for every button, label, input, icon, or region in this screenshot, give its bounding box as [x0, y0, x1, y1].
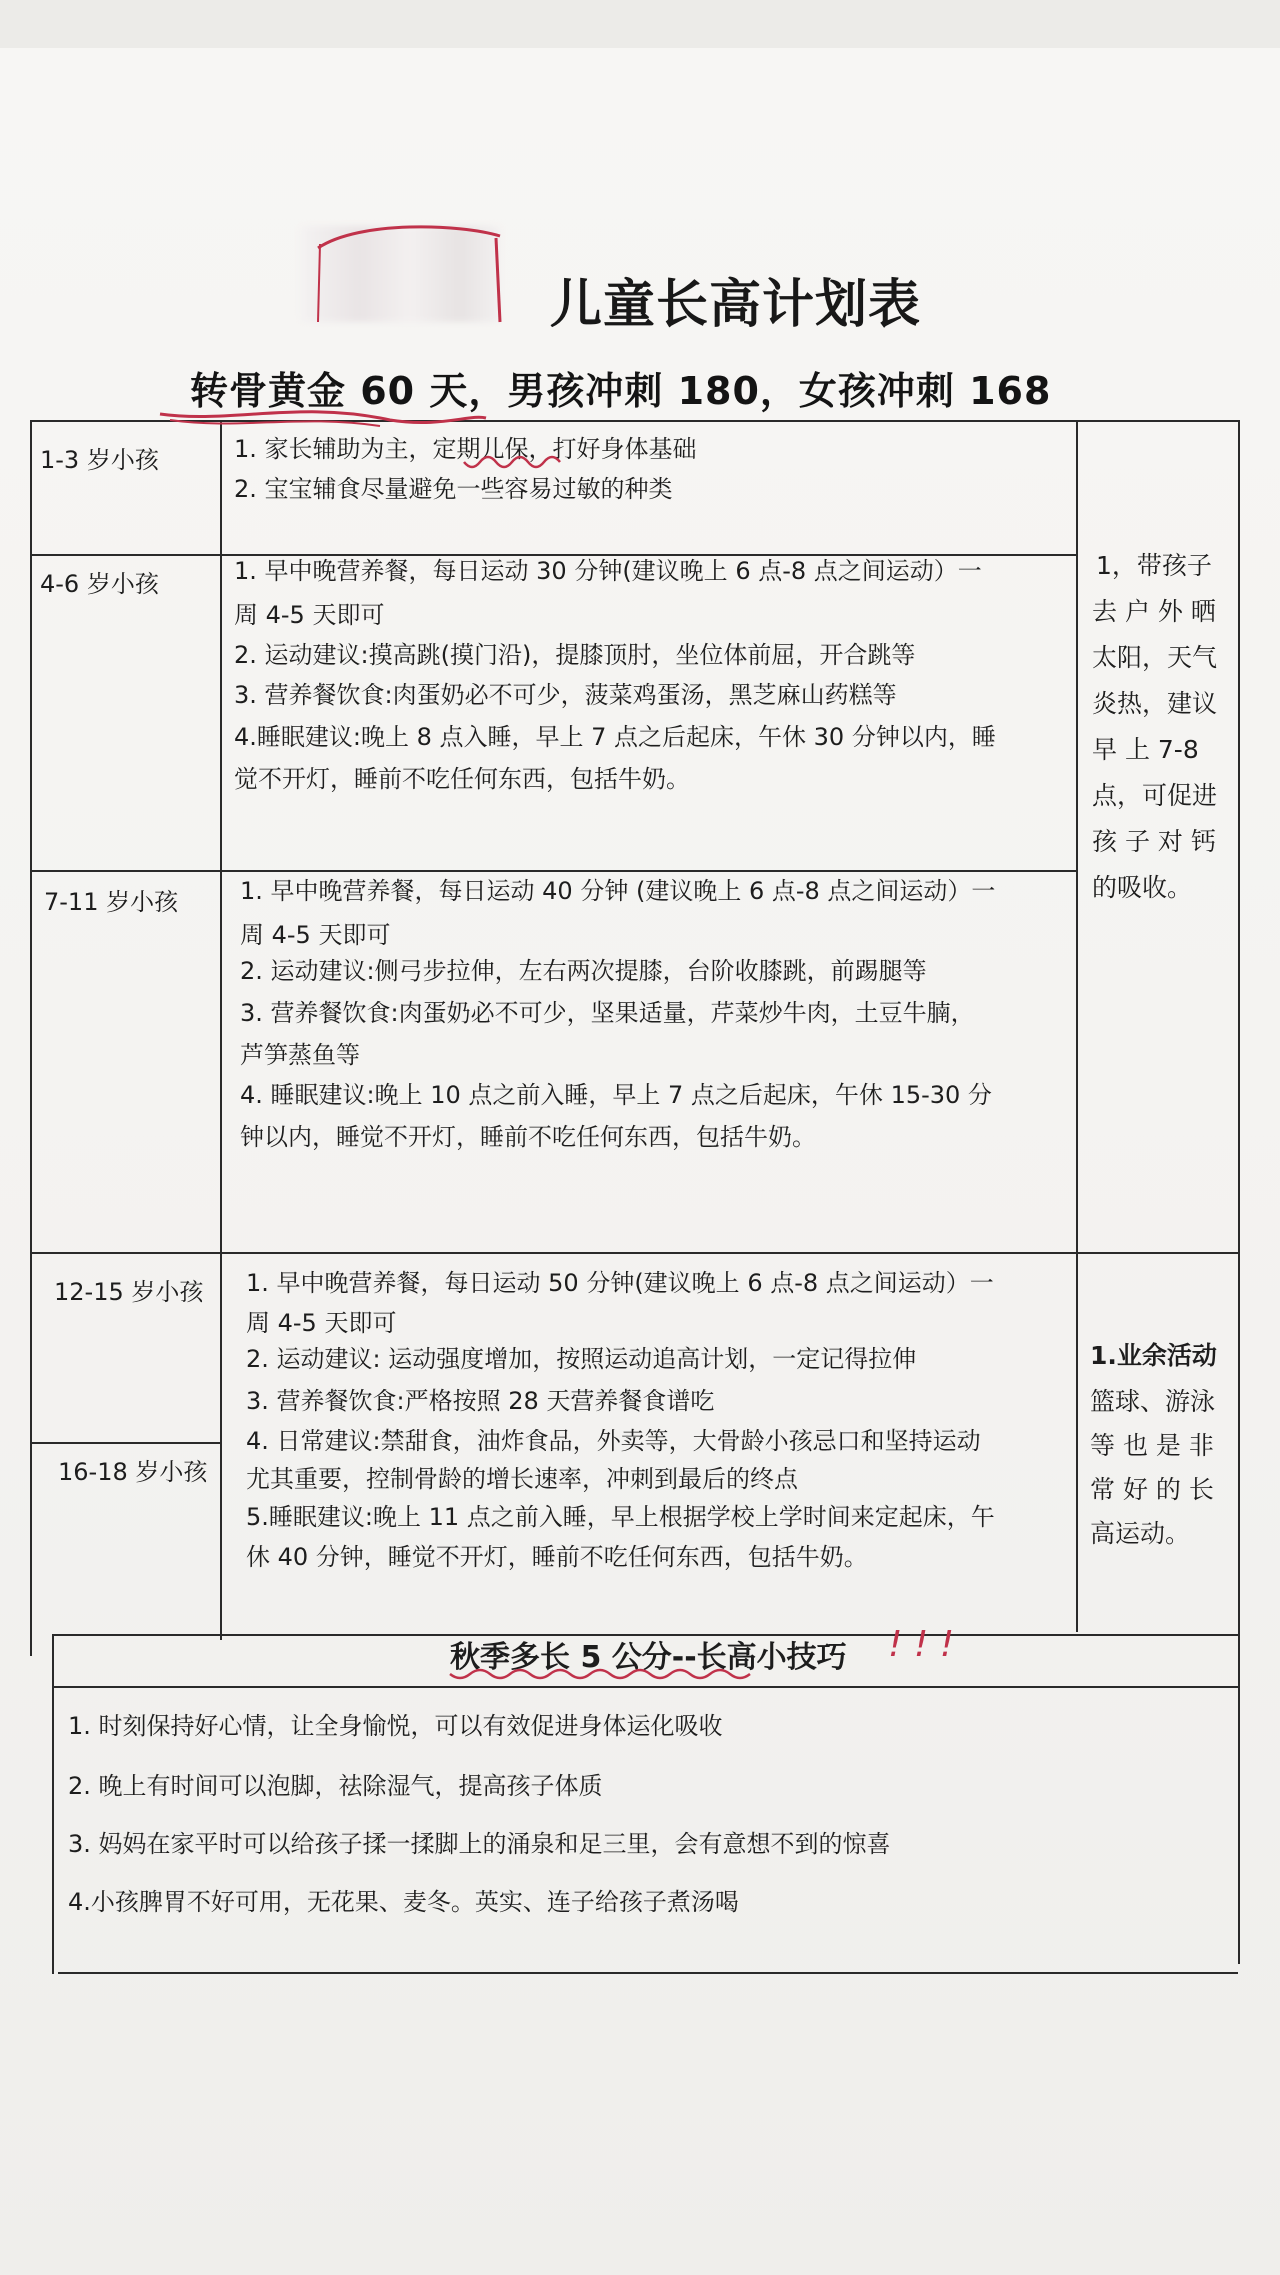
side-note-line: 高运动。: [1090, 1519, 1191, 1548]
side-note-line: 早 上 7-8: [1092, 735, 1199, 764]
page-subtitle: 转骨黄金 60 天，男孩冲刺 180，女孩冲刺 168: [190, 369, 1052, 413]
row4-line: 1. 早中晚营养餐，每日运动 50 分钟(建议晚上 6 点-8 点之间运动）一: [246, 1269, 994, 1297]
side-note-line: 点，可促进: [1092, 781, 1218, 810]
row-divider-age-split: [30, 1442, 220, 1444]
col-divider-notes: [1076, 420, 1078, 1632]
table-border-top: [30, 420, 1240, 422]
tips-border-right: [1238, 1634, 1240, 1964]
row3-line: 周 4-5 天即可: [240, 921, 391, 949]
side-note-line: 等 也 是 非: [1090, 1431, 1214, 1460]
row3-line: 钟以内，睡觉不开灯，睡前不吃任何东西，包括牛奶。: [240, 1123, 816, 1151]
age-label: 12-15 岁小孩: [54, 1278, 204, 1306]
tip-item: 2. 晚上有时间可以泡脚，祛除湿气，提高孩子体质: [68, 1772, 603, 1800]
age-label: 16-18 岁小孩: [58, 1458, 208, 1486]
row3-line: 芦笋蒸鱼等: [240, 1041, 360, 1069]
tips-border-left: [52, 1634, 54, 1974]
side-note-line: 去 户 外 晒: [1092, 597, 1216, 626]
side-note-line: 的吸收。: [1092, 873, 1193, 902]
row4-line: 周 4-5 天即可: [246, 1309, 397, 1337]
side-note-line: 1，带孩子: [1096, 551, 1212, 580]
side-note-line: 篮球、游泳: [1090, 1387, 1216, 1416]
row4-line: 3. 营养餐饮食:严格按照 28 天营养餐食谱吃: [246, 1387, 715, 1415]
side-note-line: 孩 子 对 钙: [1092, 827, 1216, 856]
row-divider-3: [30, 1252, 1240, 1254]
row2-line: 周 4-5 天即可: [234, 601, 385, 629]
age-label: 7-11 岁小孩: [44, 888, 179, 916]
tip-item: 1. 时刻保持好心情，让全身愉悦，可以有效促进身体运化吸收: [68, 1712, 723, 1740]
tips-title: 秋季多长 5 公分--长高小技巧: [450, 1640, 847, 1675]
col-divider-age: [220, 420, 222, 1640]
row3-line: 2. 运动建议:侧弓步拉伸，左右两次提膝，台阶收膝跳，前踢腿等: [240, 957, 927, 985]
side-note-line: 1.业余活动: [1090, 1341, 1217, 1370]
tip-item: 4.小孩脾胃不好可用，无花果、麦冬。英实、连子给孩子煮汤喝: [68, 1888, 739, 1916]
row2-line: 3. 营养餐饮食:肉蛋奶必不可少，菠菜鸡蛋汤，黑芝麻山药糕等: [234, 681, 897, 709]
row3-line: 1. 早中晚营养餐，每日运动 40 分钟 (建议晚上 6 点-8 点之间运动）一: [240, 877, 996, 905]
row1-line: 1. 家长辅助为主，定期儿保，打好身体基础: [234, 435, 697, 463]
side-note-line: 炎热，建议: [1092, 689, 1218, 718]
row4-line: 5.睡眠建议:晚上 11 点之前入睡，早上根据学校上学时间来定起床，午: [246, 1503, 995, 1531]
row2-line: 觉不开灯，睡前不吃任何东西，包括牛奶。: [234, 765, 690, 793]
blurred-logo: [300, 226, 500, 322]
page-title: 儿童长高计划表: [550, 275, 922, 335]
exclamation-marks: ! ! !: [888, 1624, 955, 1665]
row3-line: 3. 营养餐饮食:肉蛋奶必不可少，坚果适量，芹菜炒牛肉，土豆牛腩，: [240, 999, 975, 1027]
row2-line: 2. 运动建议:摸高跳(摸门沿)，提膝顶肘，坐位体前屈，开合跳等: [234, 641, 916, 669]
row2-line: 4.睡眠建议:晚上 8 点入睡，早上 7 点之后起床，午休 30 分钟以内，睡: [234, 723, 996, 751]
row1-line: 2. 宝宝辅食尽量避免一些容易过敏的种类: [234, 475, 673, 503]
age-label: 1-3 岁小孩: [40, 446, 159, 474]
table-border-left: [30, 420, 32, 1656]
row4-line: 休 40 分钟，睡觉不开灯，睡前不吃任何东西，包括牛奶。: [246, 1543, 868, 1571]
age-label: 4-6 岁小孩: [40, 570, 159, 598]
tips-divider: [52, 1686, 1240, 1688]
row4-line: 尤其重要，控制骨龄的增长速率，冲刺到最后的终点: [246, 1465, 798, 1493]
row3-line: 4. 睡眠建议:晚上 10 点之前入睡，早上 7 点之后起床，午休 15-30 分: [240, 1081, 992, 1109]
tips-border-bottom: [58, 1972, 1238, 1974]
row2-line: 1. 早中晚营养餐，每日运动 30 分钟(建议晚上 6 点-8 点之间运动）一: [234, 557, 982, 585]
side-note-line: 常 好 的 长: [1090, 1475, 1214, 1504]
side-note-line: 太阳，天气: [1092, 643, 1218, 672]
row4-line: 2. 运动建议: 运动强度增加，按照运动追高计划，一定记得拉伸: [246, 1345, 917, 1373]
tip-item: 3. 妈妈在家平时可以给孩子揉一揉脚上的涌泉和足三里，会有意想不到的惊喜: [68, 1830, 891, 1858]
row4-line: 4. 日常建议:禁甜食，油炸食品，外卖等，大骨龄小孩忌口和坚持运动: [246, 1427, 981, 1455]
table-border-right: [1238, 420, 1240, 1656]
